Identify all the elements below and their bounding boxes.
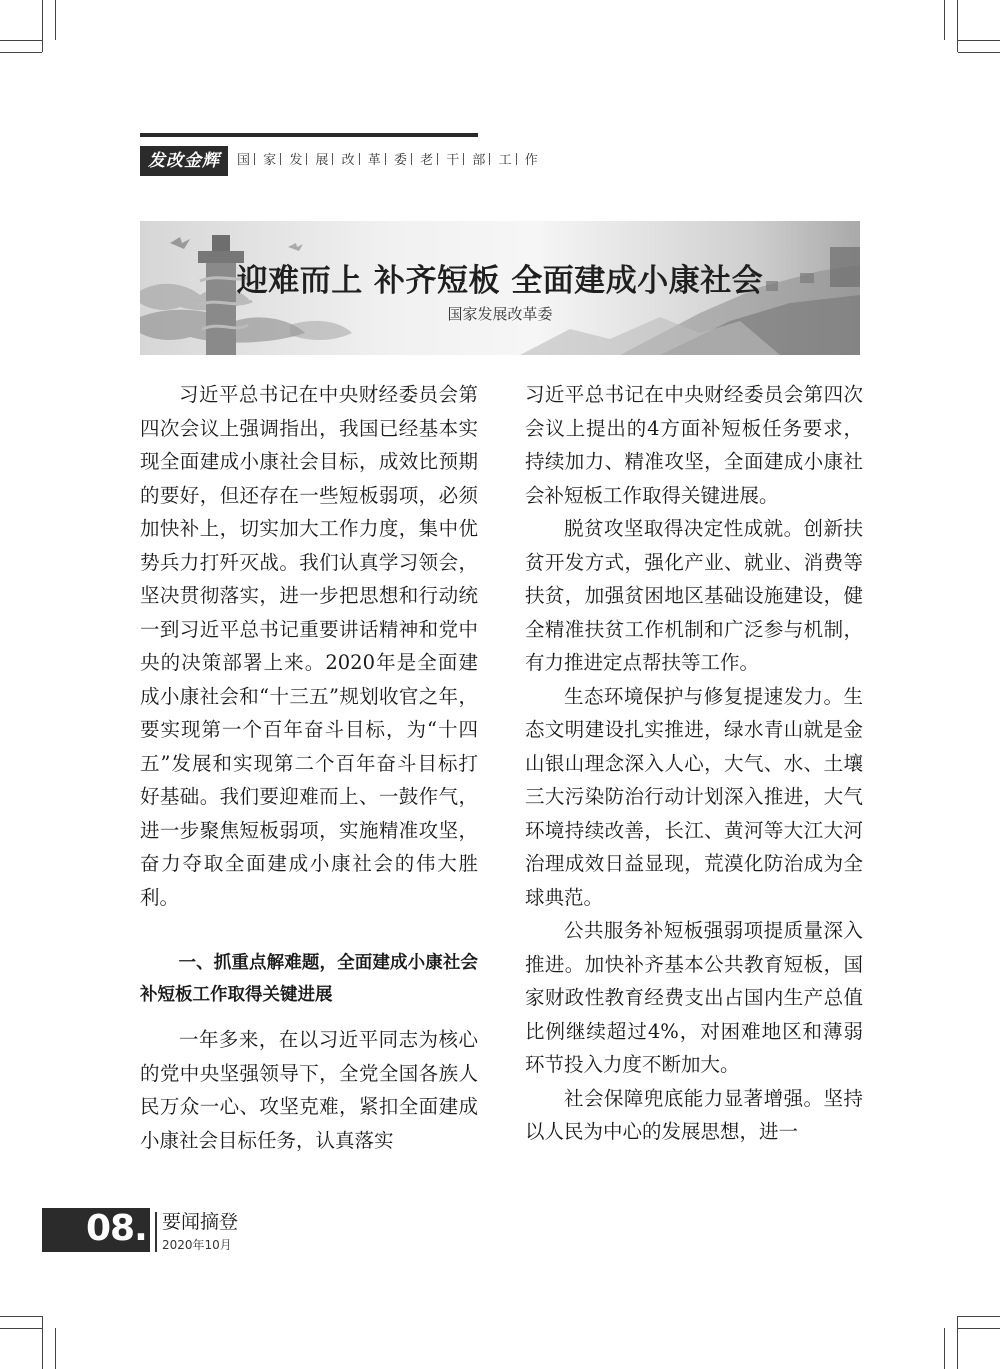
org-char: 部 (472, 153, 486, 168)
org-char: 委 (393, 153, 407, 168)
footer-section-title: 要闻摘登 (162, 1211, 239, 1233)
page-number: 08. (86, 1208, 147, 1249)
footer-divider (155, 1212, 157, 1252)
org-char: 展 (315, 153, 329, 168)
body-paragraph: 一年多来，在以习近平同志为核心的党中央坚强领导下，全党全国各族人民万众一心、攻坚克难，紧扣全面建成小康社会目标任务，认真落实 (140, 1028, 478, 1152)
body-paragraph: 习近平总书记在中央财经委员会第四次会议上强调指出，我国已经基本实现全面建成小康社会目标，成效比预期的要好，但还存在一些短板弱项，必须加快补上，切实加大工作力度，集中优势兵力打歼灭战。我们认真学习领会，坚决贯彻落实，进一步把思想和行动统一到习近平总书记重要讲话精神和党中央的决策部署上来。2020年是全面建成小康社会和“十三五”规划收官之年，要实现第一个百年奋斗目标，为“十四五”发展和实现第二个百年奋斗目标打好基础。我们要迎难而上、一鼓作气，进一步聚焦短板弱项，实施精准攻坚，奋力夺取全面建成小康社会的伟大胜利。 (140, 383, 478, 909)
footer-date: 2020年10月 (162, 1238, 232, 1252)
org-char: 国 (237, 153, 251, 168)
org-char: 家 (263, 153, 277, 168)
article-author: 国家发展改革委 (447, 305, 553, 323)
column-label: 发改金辉 (140, 146, 228, 176)
org-char: 作 (524, 153, 538, 168)
org-char: 改 (341, 153, 355, 168)
title-banner (140, 221, 860, 355)
org-char: 工 (498, 153, 512, 168)
body-paragraph: 社会保障兜底能力显著增强。坚持以人民为中心的发展思想，进一 (525, 1086, 863, 1143)
org-char: 老 (420, 153, 434, 168)
body-paragraph: 习近平总书记在中央财经委员会第四次会议上提出的4方面补短板任务要求，持续加力、精准攻坚，全面建成小康社会补短板工作取得关键进展。 (525, 383, 863, 507)
body-paragraph: 公共服务补短板强弱项提质量深入推进。加快补齐基本公共教育短板，国家财政性教育经费支出占国内生产总值比例继续超过4%，对困难地区和薄弱环节投入力度不断加大。 (525, 919, 863, 1076)
right-column (525, 378, 863, 1149)
article-title: 迎难而上 补齐短板 全面建成小康社会 (236, 263, 764, 299)
body-paragraph: 生态环境保护与修复提速发力。生态文明建设扎实推进，绿水青山就是金山银山理念深入人心，大气、水、土壤三大污染防治行动计划深入推进，大气环境持续改善，长江、黄河等大江大河治理成效日益显现，荒漠化防治成为全球典范。 (525, 684, 863, 909)
org-char: 发 (289, 153, 303, 168)
left-column (140, 378, 478, 1157)
org-char: 干 (446, 153, 460, 168)
body-paragraph: 脱贫攻坚取得决定性成就。创新扶贫开发方式，强化产业、就业、消费等扶贫，加强贫困地区基础设施建设，健全精准扶贫工作机制和广泛参与机制，有力推进定点帮扶等工作。 (525, 517, 863, 674)
section-heading: 一、抓重点解难题，全面建成小康社会补短板工作取得关键进展 (140, 953, 478, 1005)
org-char: 革 (367, 153, 381, 168)
header-rule (140, 133, 478, 137)
organization-name (237, 150, 538, 172)
